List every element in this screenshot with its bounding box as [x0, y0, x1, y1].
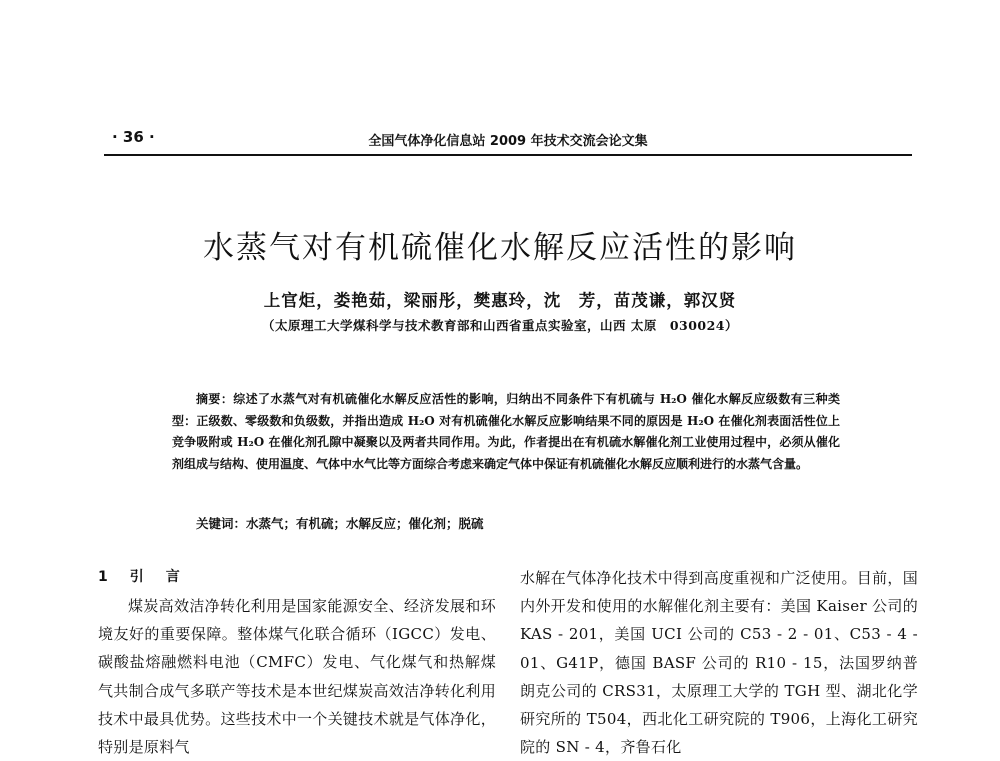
paper-title: 水蒸气对有机硫催化水解反应活性的影响 — [203, 230, 797, 266]
page-number: · 36 · — [112, 128, 155, 146]
journal-title: 全国气体净化信息站 2009 年技术交流会论文集 — [368, 134, 648, 149]
affiliation: （太原理工大学煤科学与技术教育部和山西省重点实验室，山西 太原 030024） — [261, 318, 739, 333]
section-heading: 1 引 言 — [98, 569, 184, 585]
abstract: 摘要：综述了水蒸气对有机硫催化水解反应活性的影响，归纳出不同条件下有机硫与 H₂O 催化水解反应级数有三种类型：正级数、零级数和负级数，并指出造成 H₂O 对有机硫催化水解反应影响结果不同的原因是 H₂O 在催化剂表面活性位上竞争吸附或 H₂O 在催化剂孔隙中凝聚以及两者共同作用。为此，作者提出在有机硫水解催化剂工业使用过程中，必须从催化剂组成与结构、使用温度、气体中水气比等方面综合考虑来确定气体中保证有机硫催化水解反应顺利进行的水蒸气含量。 — [172, 392, 840, 471]
body-column-right: 水解在气体净化技术中得到高度重视和广泛使用。目前，国内外开发和使用的水解催化剂主要有：美国 Kaiser 公司的 KAS - 201，美国 UCI 公司的 C53 - 2 - 01、C53 - 4 - 01、G41P，德国 BASF 公司的 R10 - 15，法国罗纳普朗克公司的 CRS31，太原理工大学的 TGH 型、湖北化学研究所的 T504，西北化工研究院的 T906，上海化工研究院的 SN - 4，齐鲁石化 — [520, 569, 918, 757]
running-header — [104, 124, 912, 156]
keywords: 关键词：水蒸气；有机硫；水解反应；催化剂；脱硫 — [196, 516, 484, 531]
body-column-left: 煤炭高效洁净转化利用是国家能源安全、经济发展和环境友好的重要保障。整体煤气化联合循环（IGCC）发电、碳酸盐熔融燃料电池（CMFC）发电、气化煤气和热解煤气共制合成气多联产等技术是本世纪煤炭高效洁净转化利用技术中最具优势。这些技术中一个关键技术就是气体净化，特别是原料气 — [98, 597, 496, 757]
authors: 上官炬，娄艳茹，梁丽彤，樊惠玲，沈 芳，苗茂谦，郭汉贤 — [263, 291, 737, 310]
